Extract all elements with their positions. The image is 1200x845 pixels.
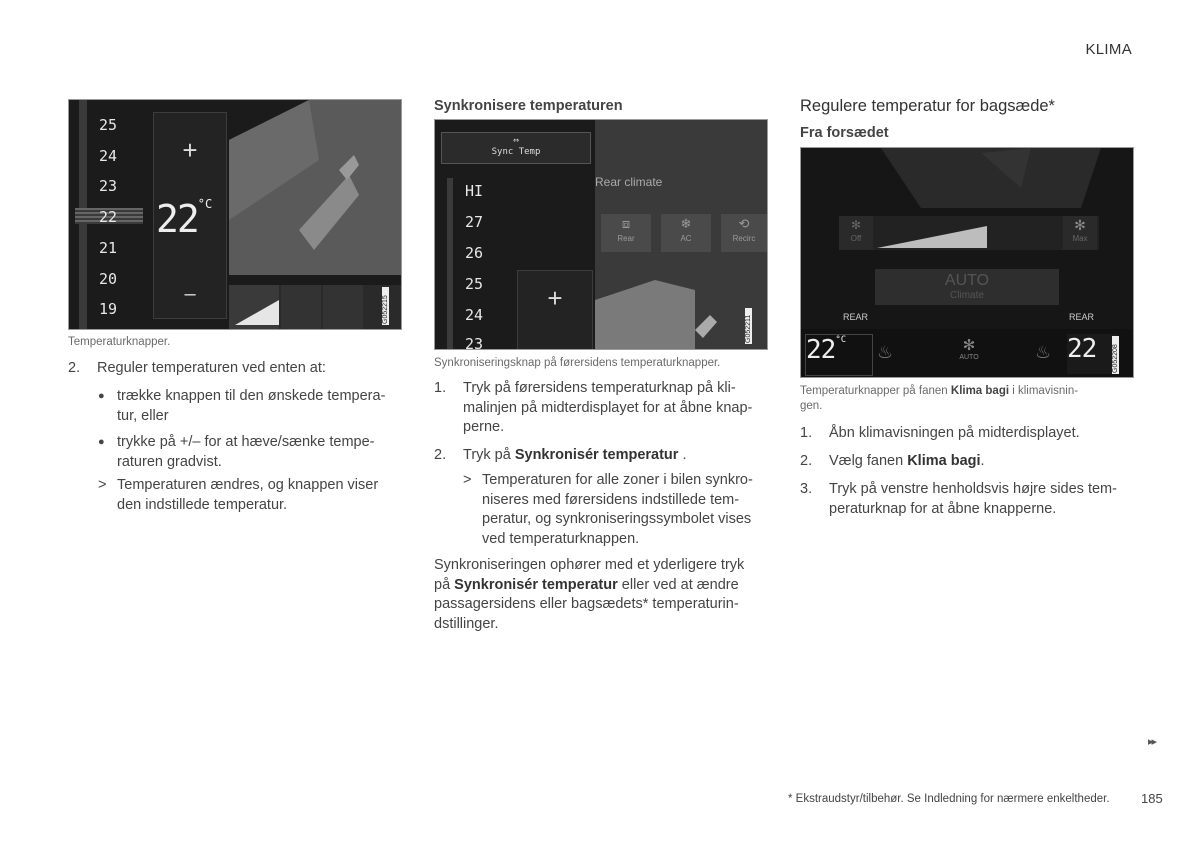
scale-strip — [447, 178, 453, 349]
footnote: * Ekstraudstyr/tilbehør. Se Indledning for nærmere enkeltheder. — [788, 793, 1110, 805]
continue-arrows-icon: ▸▸ — [1148, 736, 1156, 748]
caption-text: Temperaturknapper på fanen — [800, 385, 951, 397]
bullet-text: trække knappen til den ønskede tempera- — [117, 388, 386, 404]
bullet-text: trykke på +/– for at hæve/sænke tempe- — [117, 434, 375, 450]
temperature-unit: °C — [835, 335, 847, 345]
sync-icon: ⇔ — [512, 135, 520, 146]
step-number: 2. — [434, 447, 447, 463]
rear-button[interactable] — [601, 214, 651, 252]
step-line: perne. — [463, 419, 505, 435]
fan-max-label: Max — [1072, 234, 1088, 243]
caption-text: gen. — [800, 400, 823, 412]
step-text — [829, 452, 985, 472]
sync-temp-reference: Synkronisér temperatur — [454, 576, 618, 593]
paragraph-line: Synkroniseringen ophører med et yderligere tryk — [434, 557, 745, 573]
step-text-prefix: Tryk på — [463, 447, 515, 463]
auto-label: AUTO — [944, 272, 990, 289]
bullet-item — [98, 387, 418, 426]
temperature-button[interactable] — [517, 270, 593, 350]
step-line: malinjen på midterdisplayet for at åbne knap- — [463, 399, 753, 416]
rear-defrost-icon: ⧈ — [621, 216, 631, 231]
result-text: Temperaturen for alle zoner i bilen synkro- — [482, 472, 753, 488]
step-number: 1. — [800, 425, 813, 441]
paragraph-text: på — [434, 576, 455, 593]
temperature-number: 22 — [1067, 334, 1097, 364]
bullet-item — [98, 433, 418, 472]
step-text — [463, 446, 687, 466]
sync-temp-reference: Synkronisér temperatur — [514, 447, 679, 463]
plus-button[interactable]: + — [547, 283, 563, 313]
figure-caption — [800, 384, 1136, 414]
seat-heat-left-icon[interactable]: ♨ — [877, 342, 894, 362]
step-text: Åbn klimavisningen på midterdisplayet. — [829, 425, 1080, 441]
caption-text: i klimavisnin- — [1009, 385, 1079, 397]
auto-fan-icon[interactable] — [951, 336, 987, 376]
result-marker: > — [98, 477, 107, 493]
step-text-suffix: . — [980, 453, 985, 469]
bullet-text: tur, eller — [117, 407, 169, 424]
sync-temp-figure — [434, 119, 768, 350]
result-item — [98, 476, 418, 515]
fan-icon: ✻ — [962, 337, 976, 354]
rear-climate-figure — [800, 147, 1134, 378]
scale-value: 23 — [99, 177, 118, 195]
fan-max-button[interactable] — [1063, 216, 1097, 250]
figure-caption: Synkroniseringsknap på førersidens temperaturknapper. — [434, 357, 721, 369]
step-1 — [434, 379, 774, 439]
tab-name-reference: Klima bagi — [907, 453, 981, 469]
sync-temp-button[interactable] — [441, 132, 591, 164]
scale-value: 24 — [465, 306, 484, 324]
figure-caption: Temperaturknapper. — [68, 336, 171, 348]
result-text: niseres med førersidens indstillede tem- — [482, 491, 740, 508]
ac-label: AC — [680, 234, 692, 243]
figure-code: G052211 — [745, 308, 752, 344]
temperature-buttons-figure — [68, 99, 402, 330]
step-text — [829, 480, 1117, 519]
scale-value: 24 — [99, 147, 118, 165]
auto-small-label: AUTO — [959, 354, 979, 361]
paragraph-line: dstillinger. — [434, 615, 499, 632]
sync-temp-label: Sync Temp — [491, 147, 541, 157]
result-text: den indstillede temperatur. — [117, 496, 288, 513]
minus-button[interactable]: – — [184, 283, 196, 305]
caption-tab-name: Klima bagi — [950, 385, 1010, 397]
bullet-text: raturen gradvist. — [117, 453, 222, 470]
fan-off-label: Off — [850, 234, 862, 243]
scale-value: 22 — [99, 208, 118, 226]
step-number: 2. — [800, 453, 813, 469]
scale-value: 20 — [99, 270, 118, 288]
seat-graphic — [801, 148, 1133, 208]
step-text-suffix: . — [678, 447, 687, 463]
seat-graphic — [595, 260, 767, 349]
bullet-icon: ● — [98, 390, 105, 402]
scale-value: 23 — [465, 335, 484, 350]
scale-value: 19 — [99, 300, 118, 318]
temperature-button[interactable] — [153, 112, 227, 319]
sub-heading: Fra forsædet — [800, 125, 889, 141]
rear-label: Rear — [617, 234, 635, 243]
step-line: Tryk på venstre henholdsvis højre sides tem- — [829, 481, 1117, 497]
fan-level-graphic — [877, 216, 987, 250]
scale-value: 25 — [99, 116, 118, 134]
step-3 — [800, 480, 1140, 520]
result-text: peratur, og synkroniseringssymbolet vises — [482, 511, 752, 527]
scale-value: 21 — [99, 239, 118, 257]
step-number: 3. — [800, 481, 813, 497]
figure-code: G052208 — [1112, 336, 1119, 374]
rear-right-label: REAR — [1069, 312, 1095, 322]
step-line: peraturknap for at åbne knapperne. — [829, 500, 1057, 517]
step-number: 1. — [434, 380, 447, 396]
fan-off-icon: ✻ — [850, 218, 862, 232]
step-text — [463, 379, 752, 438]
page-number: 185 — [1141, 791, 1163, 806]
scale-value: 25 — [465, 275, 484, 293]
climate-label: Climate — [950, 290, 984, 301]
auto-climate-button[interactable] — [875, 269, 1059, 305]
paragraph-text: eller ved at ændre — [617, 576, 739, 593]
scale-value: 26 — [465, 244, 484, 262]
scale-value: 27 — [465, 213, 484, 231]
seat-heat-right-icon[interactable]: ♨ — [1035, 342, 1052, 362]
section-title: KLIMA — [1085, 41, 1132, 58]
temperature-value — [156, 197, 212, 241]
recirc-label: Recirc — [732, 234, 756, 243]
bullet-icon: ● — [98, 436, 105, 448]
result-text: ved temperaturknappen. — [482, 530, 640, 547]
section-heading: Regulere temperatur for bagsæde* — [800, 97, 1055, 115]
step-number: 2. — [68, 360, 81, 376]
ac-button[interactable] — [661, 214, 711, 252]
snowflake-icon: ❄ — [680, 216, 692, 231]
result-item — [463, 471, 783, 549]
fan-off-button[interactable] — [839, 216, 873, 250]
scale-value: HI — [465, 182, 484, 200]
car-recirc-icon: ⟲ — [738, 216, 750, 231]
result-marker: > — [463, 472, 472, 488]
figure-code: G052215 — [382, 287, 389, 325]
seat-graphic — [229, 100, 401, 329]
temperature-unit: °C — [197, 197, 213, 211]
temperature-number: 22 — [156, 197, 198, 241]
plus-button[interactable]: + — [182, 135, 198, 165]
step-text: Reguler temperaturen ved enten at: — [97, 360, 326, 376]
fan-max-icon: ✻ — [1074, 217, 1086, 233]
paragraph-line — [434, 576, 774, 596]
sync-paragraph — [434, 556, 774, 634]
paragraph-line: passagersidens eller bagsædets* temperaturin- — [434, 596, 739, 612]
result-text: Temperaturen ændres, og knappen viser — [117, 477, 379, 493]
temperature-number: 22 — [806, 335, 836, 365]
recirc-button[interactable] — [721, 214, 767, 252]
step-line: Tryk på førersidens temperaturknap på kli- — [463, 380, 736, 396]
rear-left-temperature-button[interactable] — [805, 334, 873, 376]
rear-right-temperature-button[interactable] — [1067, 334, 1117, 374]
rear-climate-label: Rear climate — [595, 175, 663, 189]
rear-left-label: REAR — [843, 312, 869, 322]
section-heading: Synkronisere temperaturen — [434, 98, 623, 114]
step-text-prefix: Vælg fanen — [829, 453, 908, 469]
